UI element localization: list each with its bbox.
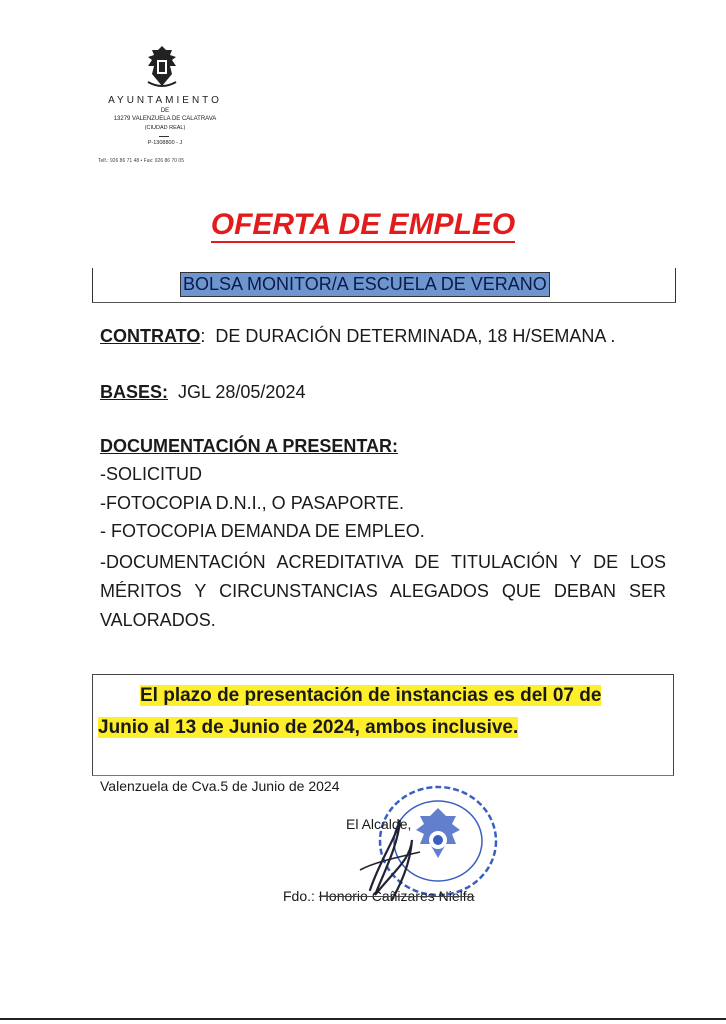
page-title: OFERTA DE EMPLEO <box>210 208 516 241</box>
documentacion-heading: DOCUMENTACIÓN A PRESENTAR: <box>100 436 398 456</box>
subtitle: BOLSA MONITOR/A ESCUELA DE VERANO <box>180 272 550 297</box>
contrato-label: CONTRATO <box>100 326 201 346</box>
coat-of-arms-icon <box>140 44 184 92</box>
letterhead-phone: Telf.: 926 86 71 48 • Fax: 926 86 70 05 <box>98 158 184 164</box>
alcalde-label: El Alcalde, <box>346 816 412 832</box>
contrato-text: DE DURACIÓN DETERMINADA, 18 H/SEMANA . <box>215 326 616 346</box>
list-item: -DOCUMENTACIÓN ACREDITATIVA DE TITULACIÓN Y DE LOS MÉRITOS Y CIRCUNSTANCIAS ALEGADOS QUE DEBAN SER VALORADOS. <box>100 552 666 630</box>
signatory-name: Honorio Cañizares Nielfa <box>318 888 475 904</box>
subtitle-box <box>92 268 676 303</box>
place-date: Valenzuela de Cva.5 de Junio de 2024 <box>100 778 340 794</box>
list-item: -SOLICITUD <box>100 464 203 484</box>
list-item: - FOTOCOPIA DEMANDA DE EMPLEO. <box>100 521 425 541</box>
bases-text: JGL 28/05/2024 <box>178 382 306 402</box>
deadline-line-2: Junio al 13 de Junio de 2024, ambos inclusive. <box>98 717 519 738</box>
contrato-sep: : <box>200 326 206 346</box>
letterhead-divider <box>159 136 169 137</box>
letterhead-province: (CIUDAD REAL) <box>144 125 186 131</box>
signatory <box>283 888 474 904</box>
letterhead-nif: P-1308800 - J <box>147 140 183 146</box>
deadline-line-1: El plazo de presentación de instancias es del 07 de <box>140 685 602 706</box>
letterhead-org: AYUNTAMIENTO <box>108 95 222 106</box>
bases-label: BASES: <box>100 382 169 402</box>
letterhead-de: DE <box>160 108 170 114</box>
contrato-line <box>100 326 615 347</box>
list-item: -FOTOCOPIA D.N.I., O PASAPORTE. <box>100 493 405 513</box>
bases-line <box>100 382 305 403</box>
fdo-label: Fdo.: <box>283 888 315 904</box>
bottom-rule <box>0 1018 726 1020</box>
letterhead-address: 13279 VALENZUELA DE CALATRAVA <box>113 116 217 122</box>
deadline-text <box>98 680 680 744</box>
